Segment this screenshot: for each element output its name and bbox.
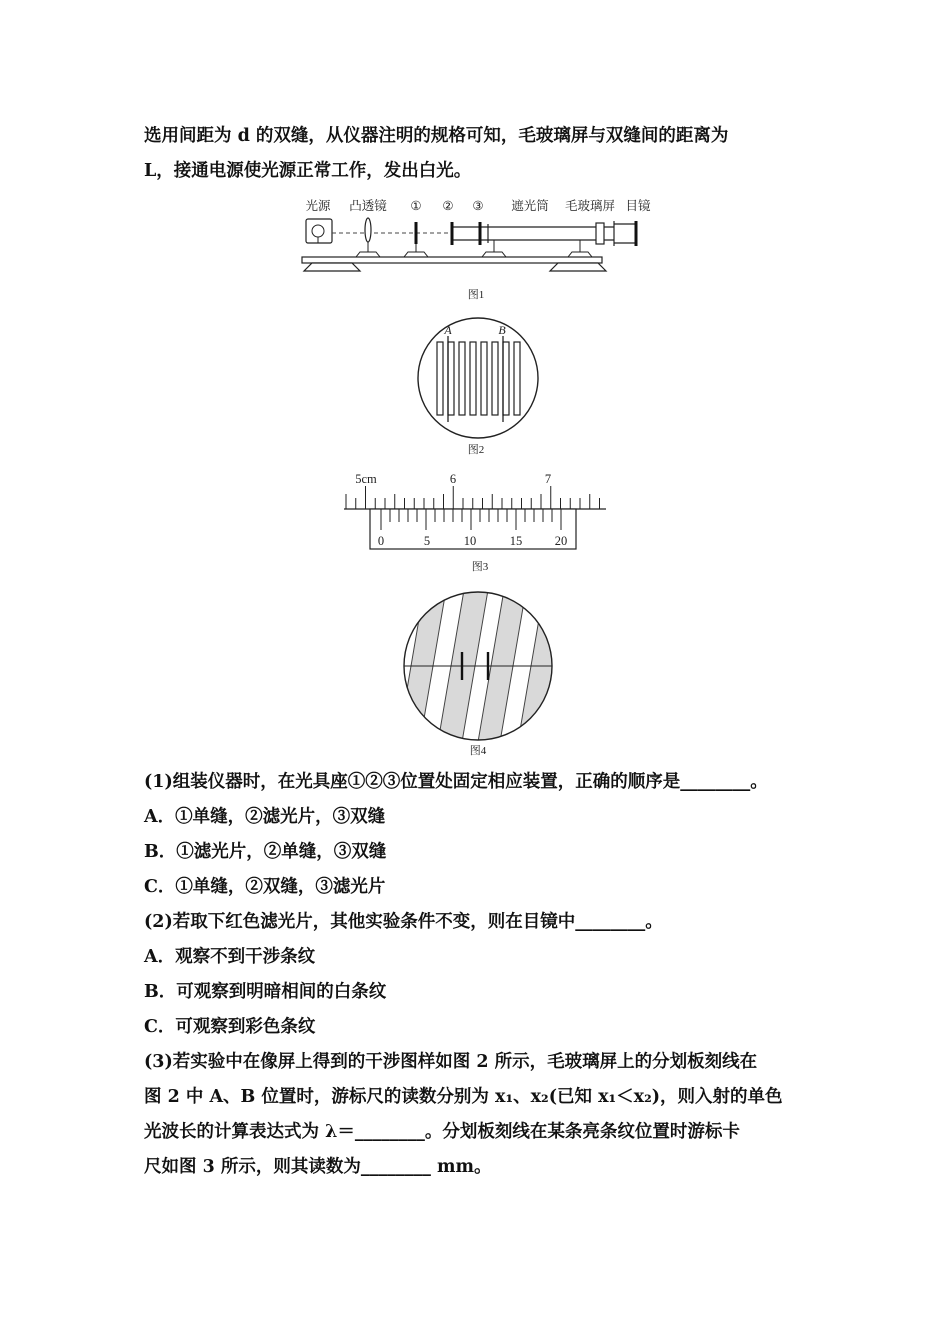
q2-option-a: A．观察不到干涉条纹 [144, 947, 316, 967]
q3-line-4: 尺如图 3 所示，则其读数为________ mm。 [144, 1157, 492, 1177]
fig1-label-position-1: ① [410, 199, 422, 213]
intro-line-1: 选用间距为 d 的双缝，从仪器注明的规格可知，毛玻璃屏与双缝间的距离为 [144, 126, 729, 146]
fig2-label-a: A [444, 323, 452, 337]
figure-4-caption: 图4 [469, 745, 487, 757]
figure-1-caption: 图1 [467, 289, 485, 301]
fig3-vernier-label-0: 0 [377, 534, 385, 548]
figure-1-optical-bench [296, 194, 666, 280]
fig3-vernier-label-10: 10 [463, 534, 477, 548]
fig2-label-b: B [498, 323, 506, 337]
q3-line-3: 光波长的计算表达式为 λ＝________。分划板刻线在某条亮条纹位置时游标卡 [144, 1122, 740, 1142]
fig3-main-label-5cm: 5cm [355, 472, 377, 486]
intro-line-2: L，接通电源使光源正常工作，发出白光。 [144, 161, 472, 181]
fig3-main-label-6: 6 [449, 472, 457, 486]
q2-option-b: B．可观察到明暗相间的白条纹 [144, 982, 387, 1002]
figure-3-caption: 图3 [471, 561, 489, 573]
fig3-main-label-7: 7 [544, 472, 552, 486]
fig1-label-tube: 遮光筒 [511, 199, 549, 213]
figure-2-caption: 图2 [467, 444, 485, 456]
q1-option-b: B．①滤光片，②单缝，③双缝 [144, 842, 387, 862]
fig1-label-screen: 毛玻璃屏 [564, 199, 616, 213]
fig1-label-light-source: 光源 [305, 199, 331, 213]
fig1-label-eyepiece: 目镜 [625, 199, 651, 213]
q1-stem: (1)组装仪器时，在光具座①②③位置处固定相应装置，正确的顺序是________。 [144, 772, 768, 792]
figure-2-fringe-pattern [412, 316, 544, 442]
fig1-label-convex-lens: 凸透镜 [349, 199, 387, 213]
figure-4-tilted-fringes [400, 590, 556, 742]
q2-stem: (2)若取下红色滤光片，其他实验条件不变，则在目镜中________。 [144, 912, 663, 932]
fig1-label-position-2: ② [442, 199, 454, 213]
q2-option-c: C．可观察到彩色条纹 [144, 1017, 316, 1037]
q1-option-c: C．①单缝，②双缝，③滤光片 [144, 877, 386, 897]
fig3-vernier-label-20: 20 [554, 534, 568, 548]
fig3-vernier-label-15: 15 [509, 534, 523, 548]
fig1-label-position-3: ③ [472, 199, 484, 213]
fig3-vernier-label-5: 5 [423, 534, 431, 548]
q1-option-a: A．①单缝，②滤光片，③双缝 [144, 807, 386, 827]
q3-line-1: (3)若实验中在像屏上得到的干涉图样如图 2 所示，毛玻璃屏上的分划板刻线在 [144, 1052, 758, 1072]
figure-3-vernier-caliper [340, 468, 610, 552]
q3-line-2: 图 2 中 A、B 位置时，游标尺的读数分别为 x₁、x₂(已知 x₁＜x₂)，则入射的单色 [144, 1087, 783, 1107]
